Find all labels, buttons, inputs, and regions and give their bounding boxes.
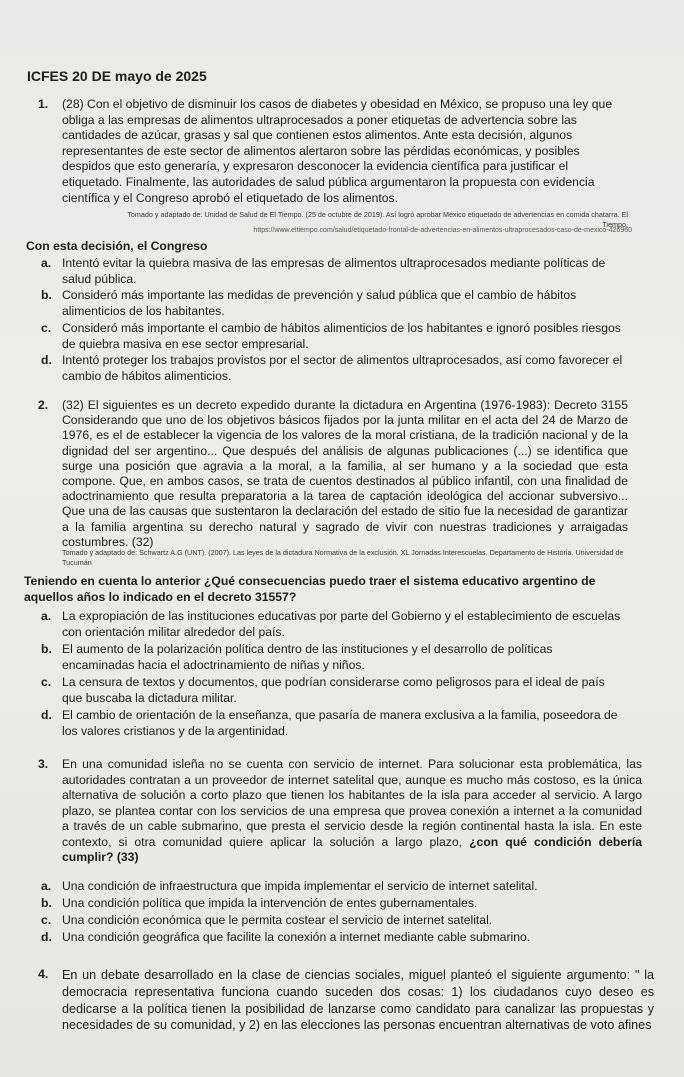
question-2-option-a[interactable]	[41, 609, 628, 640]
question-3-text	[62, 757, 642, 866]
question-3-option-a[interactable]	[41, 879, 642, 895]
option-text: El aumento de la polarización política dentro de las instituciones y el desarrollo de políticas encaminadas hacia el adoctrinamiento de niñas y niños.	[62, 642, 553, 672]
question-4-text: En un debate desarrollado en la clase de ciencias sociales, miguel planteó el siguiente argumento: " la democracia representativa funciona cuando suceden dos cosas: 1) los ciudadanos cuyo deseo es dedicarse a la política tienen la posibilidad de lanzarse como candidato para canalizar las propuestas y necesidades de su comunidad, y 2) en las elecciones las personas encuentran alternativas de voto afines	[62, 968, 654, 1033]
question-3-number: 3.	[38, 757, 49, 771]
question-2-option-b[interactable]	[41, 642, 628, 673]
question-2-stem: Teniendo en cuenta lo anterior ¿Qué consecuencias puedo traer el sistema educativo argentino de aquellos años lo indicado en el decreto 31557?	[24, 574, 596, 604]
question-2-option-c[interactable]	[41, 675, 628, 706]
question-3-question: ¿con qué condición debería cumplir? (33)	[62, 834, 642, 864]
option-text: Una condición de infraestructura que impida implementar el servicio de internet satelital.	[62, 879, 538, 893]
option-letter: b.	[41, 642, 52, 656]
question-2-option-d[interactable]	[41, 708, 628, 739]
option-letter: a.	[41, 609, 52, 623]
question-3-body: En una comunidad isleña no se cuenta con servicio de internet. Para solucionar esta problemática, las autoridades contratan a un proveedor de internet satelital que, aunque es mucho más costoso, es la única alternativa de solución a corto plazo que tienen los habitantes de la isla para acceder al servicio. A largo plazo, se plantea contar con los servicios de una empresa que provea conexión a internet a la comunidad a través de un cable submarino, que presta el servicio desde la región continental hasta la isla. En este contexto, si otra comunidad quiere aplicar la solución a largo plazo,	[62, 757, 642, 849]
question-2-text: (32) El siguientes es un decreto expedido durante la dictadura en Argentina (1976-1983): Decreto 3155 Considerando que uno de los objetivos básicos fijados por la junta militar en el acta del 24 de Marzo de 1976, es el de establecer la vigencia de los valores de la moral cristiana, de la tradición nacional y de la dignidad del ser argentino... Que después del análisis de algunas publicaciones (...) se identifica que surge una posición que agravia a la moral, a la familia, al ser humano y a la sociedad que esta compone. Que, en ambos casos, se trata de cuentos destinados al público infantil, con una finalidad de adoctrinamiento que resulta preparatoria a la tarea de captación ideológica del accionar subversivo... Que una de las causas que sustentaron la declaración del estado de sitio fue la necesidad de garantizar a la familia argentina su derecho natural y sagrado de vivir con nuestras tradiciones y arraigadas costumbres. (32)	[62, 398, 628, 549]
question-1-option-d[interactable]	[41, 353, 628, 384]
option-letter: c.	[41, 675, 52, 689]
option-text: La expropiación de las instituciones educativas por parte del Gobierno y el establecimiento de escuelas con orientación militar alrededor del país.	[62, 609, 621, 639]
question-2-source: Tomado y adaptado de: Schwartz A.G (UNT). (2007). Las leyes de la dictadura Normativa de la exclusión. XL Jornadas Interescuelas. Departamento de Historia. Universidad de Tucumán	[62, 548, 624, 567]
option-letter: c.	[41, 321, 52, 335]
option-letter: b.	[41, 896, 52, 910]
question-1-text: (28) Con el objetivo de disminuir los casos de diabetes y obesidad en México, se propuso una ley que obliga a las empresas de alimentos ultraprocesados a poner etiquetas de advertencia sobre las cantidades de azúcar, grasas y sal que contienen estos alimentos. Ante esta decisión, algunos representantes de este sector de alimentos alertaron sobre las pérdidas económicas, y posibles despidos que esto generaría, y expresaron desconocer la evidencia científica para justificar el etiquetado. Finalmente, las autoridades de salud pública argumentaron la propuesta con evidencia científica y el Congreso aprobó el etiquetado de los alimentos.	[62, 97, 613, 205]
option-letter: c.	[41, 913, 52, 927]
option-letter: a.	[41, 256, 52, 270]
question-1-url: https://www.eltiempo.com/salud/etiquetado-frontal-de-advertencias-en-alimentos-ultraprocesados-caso-de-mexico-426960	[253, 227, 632, 234]
option-text: Consideró más importante el cambio de hábitos alimenticios de los habitantes e ignoró posibles riesgos de quiebra masiva en ese sector empresarial.	[62, 321, 621, 351]
question-1-option-c[interactable]	[41, 321, 628, 352]
option-letter: d.	[41, 930, 52, 944]
option-text: Una condición política que impida la intervención de entes gubernamentales.	[62, 896, 478, 910]
option-letter: a.	[41, 879, 52, 893]
question-1-stem: Con esta decisión, el Congreso	[26, 239, 208, 253]
question-3-option-d[interactable]	[41, 930, 642, 946]
question-3-option-c[interactable]	[41, 913, 642, 929]
option-text: El cambio de orientación de la enseñanza, que pasaría de manera exclusiva a la familia, poseedora de los valores cristianos y de la argentinidad.	[62, 708, 618, 738]
option-text: Consideró más importante las medidas de prevención y salud pública que el cambio de hábitos alimenticios de los habitantes.	[62, 288, 577, 318]
option-letter: b.	[41, 288, 52, 302]
question-1-number: 1.	[38, 97, 49, 111]
question-2-number: 2.	[38, 398, 49, 412]
question-1-option-a[interactable]	[41, 256, 628, 287]
question-4-number: 4.	[38, 967, 49, 981]
option-letter: d.	[41, 708, 52, 722]
question-1-option-b[interactable]	[41, 288, 628, 319]
option-letter: d.	[41, 353, 52, 367]
option-text: La censura de textos y documentos, que podrían considerarse como peligrosos para el ideal de país que buscaba la dictadura militar.	[62, 675, 605, 705]
option-text: Una condición geográfica que facilite la conexión a internet mediante cable submarino.	[62, 930, 531, 944]
question-3-option-b[interactable]	[41, 896, 642, 912]
question-1-source: Tomado y adaptado de: Unidad de Salud de El Tiempo. (25 de octubre de 2019). Así logró aprobar México etiquetado de advertencias en comida chatarra. El Tiempo.	[127, 210, 628, 229]
document-title: ICFES 20 DE mayo de 2025	[27, 68, 207, 84]
option-text: Intentó evitar la quiebra masiva de las empresas de alimentos ultraprocesados mediante políticas de salud pública.	[62, 256, 606, 286]
option-text: Intentó proteger los trabajos provistos por el sector de alimentos ultraprocesados, así como favorecer el cambio de hábitos alimenticios.	[62, 353, 623, 383]
option-text: Una condición económica que le permita costear el servicio de internet satelital.	[62, 913, 493, 927]
